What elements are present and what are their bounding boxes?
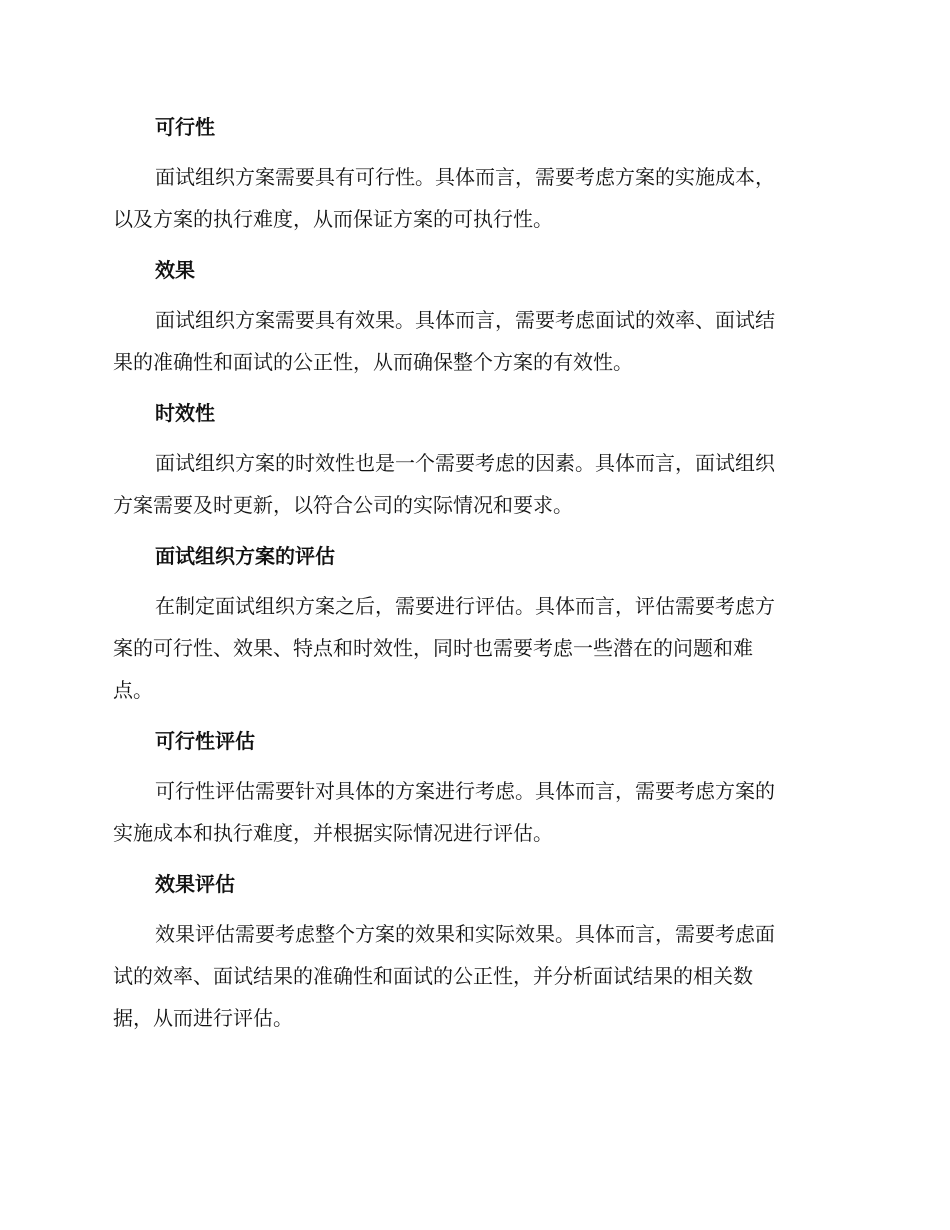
section-effect — [113, 248, 833, 383]
paragraph-line: 方案需要及时更新，以符合公司的实际情况和要求。 — [113, 493, 573, 517]
paragraph-line: 可行性评估需要针对具体的方案进行考虑。具体而言，需要考虑方案的 — [155, 779, 775, 803]
paragraph-line: 面试组织方案需要具有效果。具体而言，需要考虑面试的效率、面试结 — [155, 308, 775, 332]
paragraph-line: 据，从而进行评估。 — [113, 1006, 293, 1030]
section-paragraph — [113, 156, 833, 240]
paragraph-line: 面试组织方案需要具有可行性。具体而言，需要考虑方案的实施成本， — [155, 165, 775, 189]
section-effect-evaluation — [113, 862, 833, 1039]
section-feasibility-evaluation — [113, 719, 833, 854]
section-heading: 可行性 — [155, 115, 215, 139]
section-paragraph — [113, 913, 833, 1039]
paragraph-line: 效果评估需要考虑整个方案的效果和实际效果。具体而言，需要考虑面 — [155, 922, 775, 946]
section-feasibility — [113, 105, 833, 240]
paragraph-line: 点。 — [113, 678, 153, 702]
section-heading: 时效性 — [155, 401, 215, 425]
paragraph-line: 案的可行性、效果、特点和时效性，同时也需要考虑一些潜在的问题和难 — [113, 636, 753, 660]
section-paragraph — [113, 770, 833, 854]
section-paragraph — [113, 585, 833, 711]
section-paragraph — [113, 442, 833, 526]
paragraph-line: 以及方案的执行难度，从而保证方案的可执行性。 — [113, 207, 553, 231]
paragraph-line: 实施成本和执行难度，并根据实际情况进行评估。 — [113, 821, 553, 845]
section-heading: 可行性评估 — [155, 729, 255, 753]
section-heading: 面试组织方案的评估 — [155, 544, 335, 568]
section-heading: 效果 — [155, 258, 195, 282]
paragraph-line: 在制定面试组织方案之后，需要进行评估。具体而言，评估需要考虑方 — [155, 594, 775, 618]
section-timeliness — [113, 391, 833, 526]
section-plan-evaluation — [113, 534, 833, 711]
paragraph-line: 果的准确性和面试的公正性，从而确保整个方案的有效性。 — [113, 350, 633, 374]
document-page — [113, 105, 833, 1047]
paragraph-line: 面试组织方案的时效性也是一个需要考虑的因素。具体而言，面试组织 — [155, 451, 775, 475]
section-paragraph — [113, 299, 833, 383]
paragraph-line: 试的效率、面试结果的准确性和面试的公正性，并分析面试结果的相关数 — [113, 964, 753, 988]
section-heading: 效果评估 — [155, 872, 235, 896]
